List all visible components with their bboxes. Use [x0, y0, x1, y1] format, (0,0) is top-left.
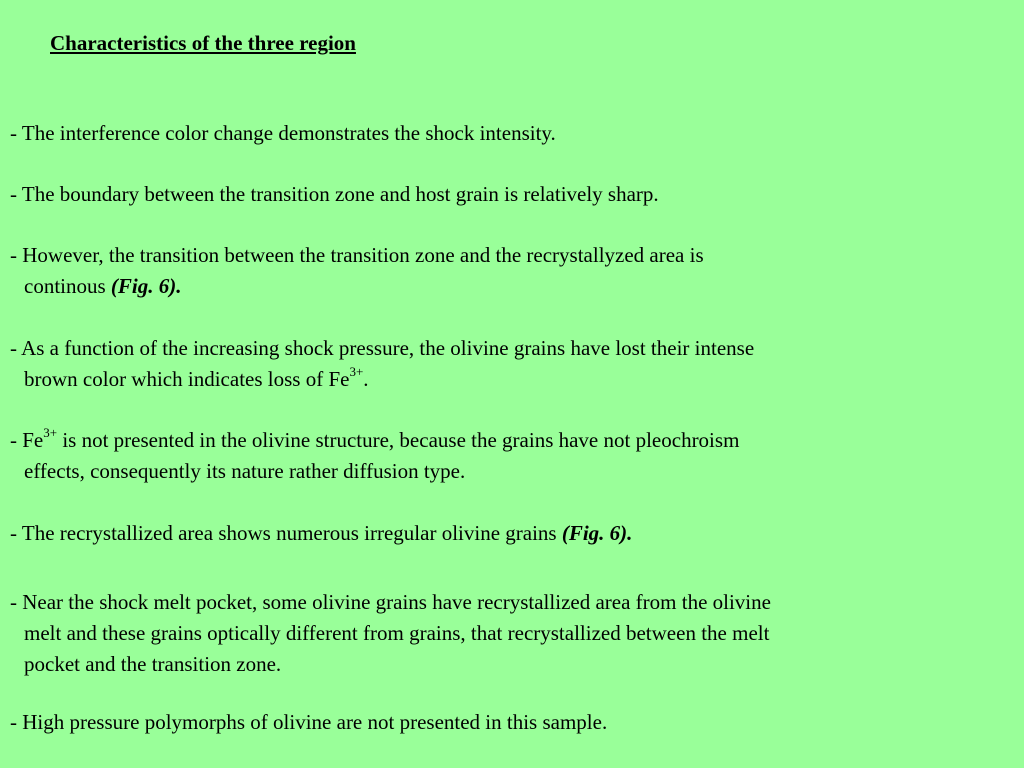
bullet-text: brown color which indicates loss of Fe [24, 367, 350, 391]
bullet-text: - The boundary between the transition zone and host grain is relatively sharp. [10, 182, 659, 206]
bullet-melt-pocket [10, 587, 1010, 680]
figure-reference: (Fig. 6). [561, 521, 633, 545]
bullet-transition-continuous [10, 240, 1010, 302]
bullet-end: . [363, 367, 369, 391]
bullet-line-2: effects, consequently its nature rather diffusion type. [24, 459, 466, 483]
bullet-line-2 [10, 364, 1010, 395]
bullet-text: is not presented in the olivine structure, because the grains have not pleochroism [57, 428, 740, 452]
bullet-line-1: - Near the shock melt pocket, some olivine grains have recrystallized area from the olivine [10, 590, 771, 614]
bullet-recrystallized-grains [10, 518, 1010, 549]
bullet-interference-color [10, 118, 1010, 149]
bullet-start: - Fe [10, 428, 44, 452]
slide-title: Characteristics of the three region [50, 31, 356, 55]
bullet-fe-structure [10, 425, 1010, 487]
bullet-text: continous [24, 274, 106, 298]
bullet-text: - The interference color change demonstrates the shock intensity. [10, 121, 556, 145]
bullet-line-3: pocket and the transition zone. [24, 652, 282, 676]
bullet-line-1 [10, 425, 1010, 456]
figure-reference: (Fig. 6). [110, 274, 182, 298]
bullet-line-1 [10, 518, 1010, 549]
bullet-high-pressure-polymorphs [10, 707, 1010, 738]
bullet-line-1: - As a function of the increasing shock pressure, the olivine grains have lost their intense [10, 336, 755, 360]
bullet-text: - High pressure polymorphs of olivine are not presented in this sample. [10, 710, 608, 734]
bullet-line-2 [10, 271, 1010, 302]
bullet-text: - The recrystallized area shows numerous irregular olivine grains [10, 521, 557, 545]
superscript-charge: 3+ [43, 425, 58, 440]
bullet-line-2: melt and these grains optically different from grains, that recrystallized between the melt [24, 621, 770, 645]
bullet-brown-color-loss [10, 333, 1010, 395]
bullet-boundary-sharp [10, 179, 1010, 210]
superscript-charge: 3+ [349, 364, 364, 379]
bullet-line-1: - However, the transition between the transition zone and the recrystallyzed area is [10, 243, 704, 267]
